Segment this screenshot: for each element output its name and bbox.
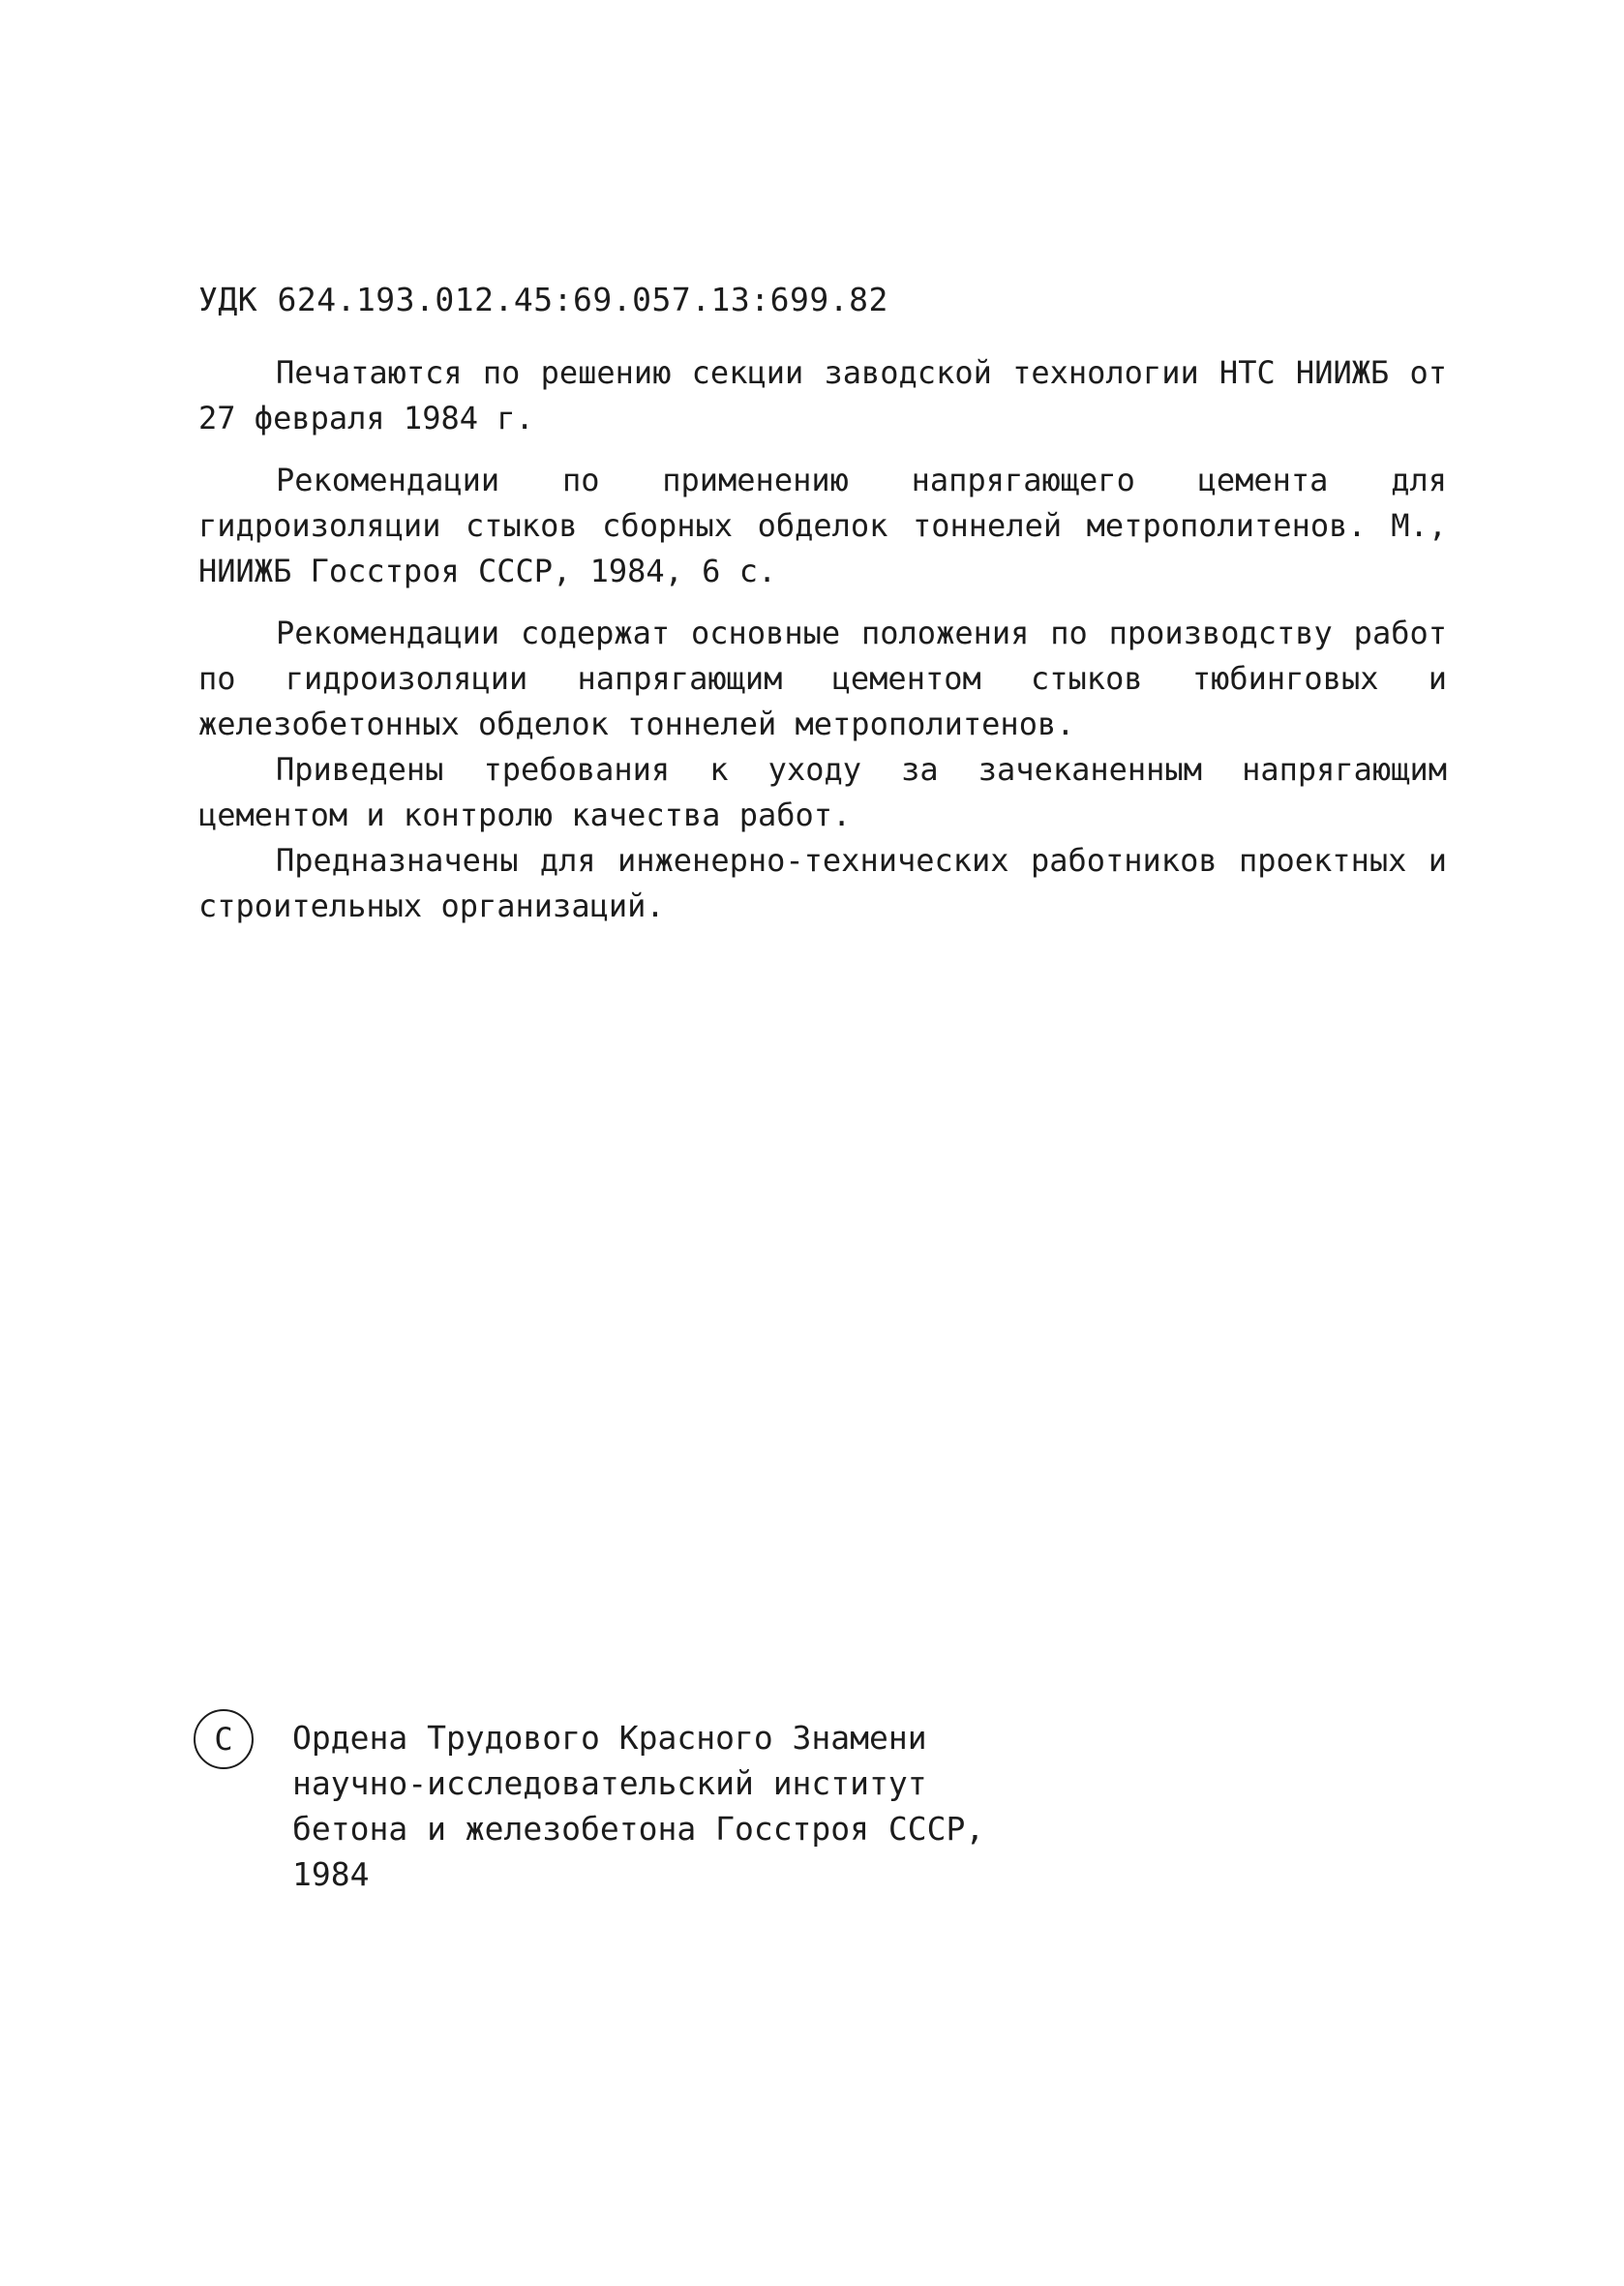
annotation-text <box>198 350 1447 929</box>
publisher-info <box>292 1715 1067 1897</box>
print-approval-paragraph: Печатаются по решению секции заводской технологии НТС НИИЖБ от 27 февраля 1984 г. <box>198 354 1447 436</box>
publisher-line: бетона и железобетона Госстроя СССР, <box>292 1810 985 1848</box>
copyright-block <box>194 1709 1065 1903</box>
bibliographic-reference-paragraph: Рекомендации по применению напрягающего цемента для гидроизоляции стыков сборных обделок тоннелей метрополитенов. М., НИИЖБ Госстроя СССР, 1984, 6 с. <box>198 462 1447 589</box>
publisher-line: научно-исследовательский институт <box>292 1764 927 1802</box>
contents-summary-paragraph: Рекомендации содержат основные положения по производству работ по гидроизоляции напрягающим цементом стыков тюбинговых и железобетонных обделок тоннелей метрополитенов. <box>198 615 1447 742</box>
udc-code: УДК 624.193.012.45:69.057.13:699.82 <box>198 281 888 318</box>
requirements-paragraph: Приведены требования к уходу за зачеканенным напрягающим цементом и контролю качества работ. <box>198 751 1447 833</box>
copyright-symbol: С <box>214 1721 233 1758</box>
publication-year: 1984 <box>292 1855 370 1893</box>
copyright-icon <box>194 1709 254 1769</box>
audience-paragraph: Предназначены для инженерно-технических работников проектных и строительных организаций. <box>198 842 1447 924</box>
publisher-line: Ордена Трудового Красного Знамени <box>292 1719 927 1757</box>
